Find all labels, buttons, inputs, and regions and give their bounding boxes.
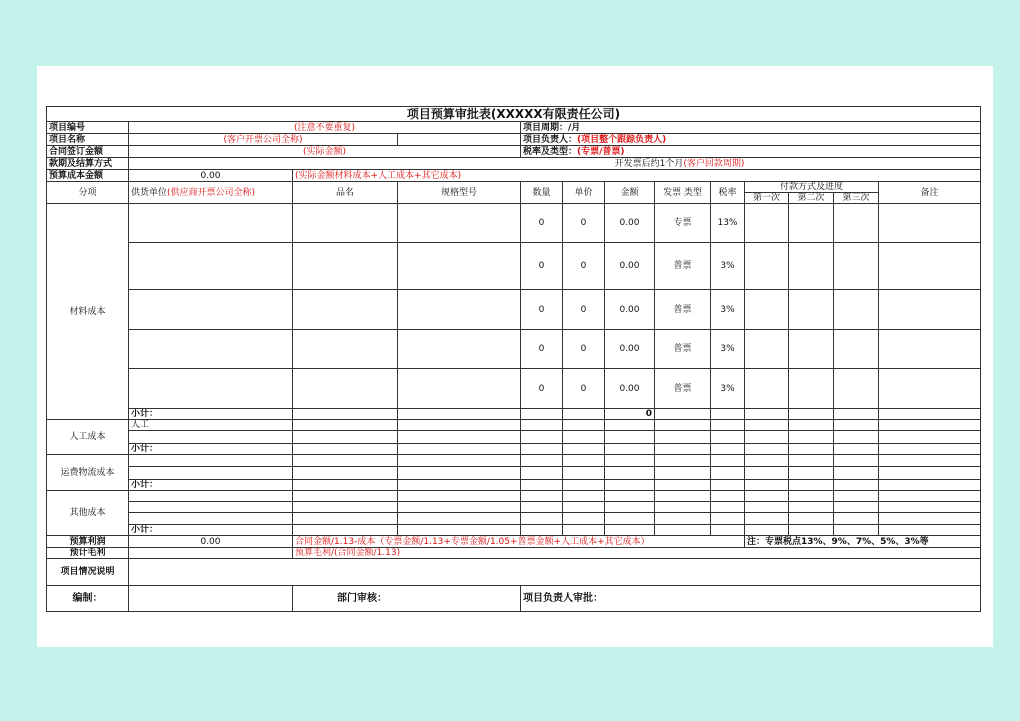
labor-item[interactable]: 人工 [129,420,293,431]
pay2-cell[interactable] [789,369,834,409]
col-pay-3: 第三次 [834,193,879,204]
material-row [47,290,981,330]
tax-cell[interactable]: 13% [711,204,745,243]
payment-terms-note: (客户回款周期) [683,158,745,169]
project-owner-note[interactable]: (项目整个跟踪负责人) [577,134,667,145]
material-subtotal-value[interactable]: 0 [605,409,655,420]
invoice-cell[interactable]: 专票 [655,204,711,243]
material-subtotal-row [47,409,981,420]
supplier-cell[interactable] [129,243,293,290]
owner-review-label[interactable]: 项目负责人审批： [521,586,981,612]
budget-cost-label: 预算成本金额 [47,170,129,182]
project-no-note[interactable]: (注意不要重复) [129,122,521,134]
remark-cell[interactable] [879,369,981,409]
amount-cell[interactable]: 0.00 [605,243,655,290]
remark-cell[interactable] [879,330,981,369]
pay3-cell[interactable] [834,369,879,409]
project-name-note[interactable]: (客户开票公司全称) [129,134,398,146]
supplier-cell[interactable] [129,369,293,409]
tax-type-note[interactable]: (专票/普票) [577,146,625,157]
col-unit-price: 单价 [563,182,605,204]
tax-cell[interactable]: 3% [711,243,745,290]
supplier-cell[interactable] [129,330,293,369]
pay2-cell[interactable] [789,290,834,330]
product-cell[interactable] [293,369,398,409]
prepared-by-label: 编制： [47,586,129,612]
spec-cell[interactable] [398,290,521,330]
col-remark: 备注 [879,182,981,204]
freight-subtotal-label: 小计： [129,480,293,491]
remark-cell[interactable] [879,290,981,330]
tax-type-label: 税率及类型： [523,146,578,157]
tax-cell[interactable]: 3% [711,290,745,330]
price-cell[interactable]: 0 [563,369,605,409]
pay3-cell[interactable] [834,290,879,330]
contract-amount-note[interactable]: (实际金额) [129,146,521,158]
qty-cell[interactable]: 0 [521,369,563,409]
amount-cell[interactable]: 0.00 [605,290,655,330]
col-invoice-type: 发票 类型 [655,182,711,204]
gross-margin-label: 预计毛利 [47,548,129,559]
invoice-cell[interactable]: 普票 [655,243,711,290]
product-cell[interactable] [293,243,398,290]
labor-label: 人工成本 [47,420,129,455]
description-label: 项目情况说明 [47,559,129,586]
other-subtotal-label: 小计： [129,525,293,536]
tax-cell[interactable]: 3% [711,330,745,369]
spec-cell[interactable] [398,330,521,369]
qty-cell[interactable]: 0 [521,243,563,290]
spec-cell[interactable] [398,243,521,290]
material-row [47,369,981,409]
description-field[interactable] [129,559,981,586]
budget-profit-formula: 合同金额/1.13-成本（专票金额/1.13+专票金额/1.05+普票金额+人工成本+其它成本） [293,536,745,548]
col-product: 品名 [293,182,398,204]
amount-cell[interactable]: 0.00 [605,330,655,369]
document-sheet [37,66,993,647]
invoice-cell[interactable]: 普票 [655,369,711,409]
col-payment-group: 付款方式及进度 [745,182,879,193]
budget-cost-note: (实际金额材料成本+人工成本+其它成本) [293,170,981,182]
qty-cell[interactable]: 0 [521,290,563,330]
amount-cell[interactable]: 0.00 [605,204,655,243]
pay3-cell[interactable] [834,204,879,243]
budget-cost-value[interactable]: 0.00 [129,170,293,182]
col-qty: 数量 [521,182,563,204]
col-spec: 规格型号 [398,182,521,204]
material-row [47,330,981,369]
col-tax-rate: 税率 [711,182,745,204]
supplier-cell[interactable] [129,204,293,243]
payment-terms-text: 开发票后约1个月 [614,158,684,169]
pay1-cell[interactable] [745,243,789,290]
remark-cell[interactable] [879,243,981,290]
product-cell[interactable] [293,330,398,369]
budget-profit-label: 预算利润 [47,536,129,548]
product-cell[interactable] [293,290,398,330]
budget-profit-value[interactable]: 0.00 [129,536,293,548]
labor-subtotal-label: 小计： [129,444,293,455]
price-cell[interactable]: 0 [563,290,605,330]
pay1-cell[interactable] [745,290,789,330]
price-cell[interactable]: 0 [563,330,605,369]
pay2-cell[interactable] [789,243,834,290]
pay1-cell[interactable] [745,330,789,369]
material-subtotal-label: 小计： [129,409,293,420]
project-name-label: 项目名称 [47,134,129,146]
contract-amount-label: 合同签订金额 [47,146,129,158]
amount-cell[interactable]: 0.00 [605,369,655,409]
col-pay-1: 第一次 [745,193,789,204]
remark-cell[interactable] [879,204,981,243]
table-title: 项目预算审批表(XXXXX有限责任公司) [47,107,981,122]
material-row [47,204,981,243]
material-row [47,243,981,290]
pay3-cell[interactable] [834,330,879,369]
pay1-cell[interactable] [745,369,789,409]
qty-cell[interactable]: 0 [521,204,563,243]
tax-cell[interactable]: 3% [711,369,745,409]
spec-cell[interactable] [398,204,521,243]
payment-terms-value[interactable] [129,158,981,170]
freight-label: 运费物流成本 [47,455,129,491]
pay1-cell[interactable] [745,204,789,243]
product-cell[interactable] [293,204,398,243]
qty-cell[interactable]: 0 [521,330,563,369]
price-cell[interactable]: 0 [563,204,605,243]
pay2-cell[interactable] [789,204,834,243]
project-no-label: 项目编号 [47,122,129,134]
project-period-label[interactable]: 项目周期：/月 [521,122,981,134]
other-label: 其他成本 [47,491,129,536]
prepared-by-field[interactable] [129,586,293,612]
price-cell[interactable]: 0 [563,243,605,290]
spec-cell[interactable] [398,369,521,409]
col-supplier: 供货单位(供应商开票公司全称) [129,182,293,204]
pay2-cell[interactable] [789,330,834,369]
col-category: 分项 [47,182,129,204]
budget-approval-table [46,106,981,612]
supplier-cell[interactable] [129,290,293,330]
tax-note: 注：专票税点13%、9%、7%、5%、3%等 [745,536,981,548]
material-label: 材料成本 [47,204,129,420]
col-pay-2: 第二次 [789,193,834,204]
col-amount: 金额 [605,182,655,204]
project-owner-label: 项目负责人： [523,134,578,145]
gross-margin-formula: 预算毛利/(合同金额/1.13) [293,548,981,559]
invoice-cell[interactable]: 普票 [655,330,711,369]
payment-terms-label: 款期及结算方式 [47,158,129,170]
pay3-cell[interactable] [834,243,879,290]
invoice-cell[interactable]: 普票 [655,290,711,330]
dept-review-label[interactable]: 部门审核： [293,586,521,612]
